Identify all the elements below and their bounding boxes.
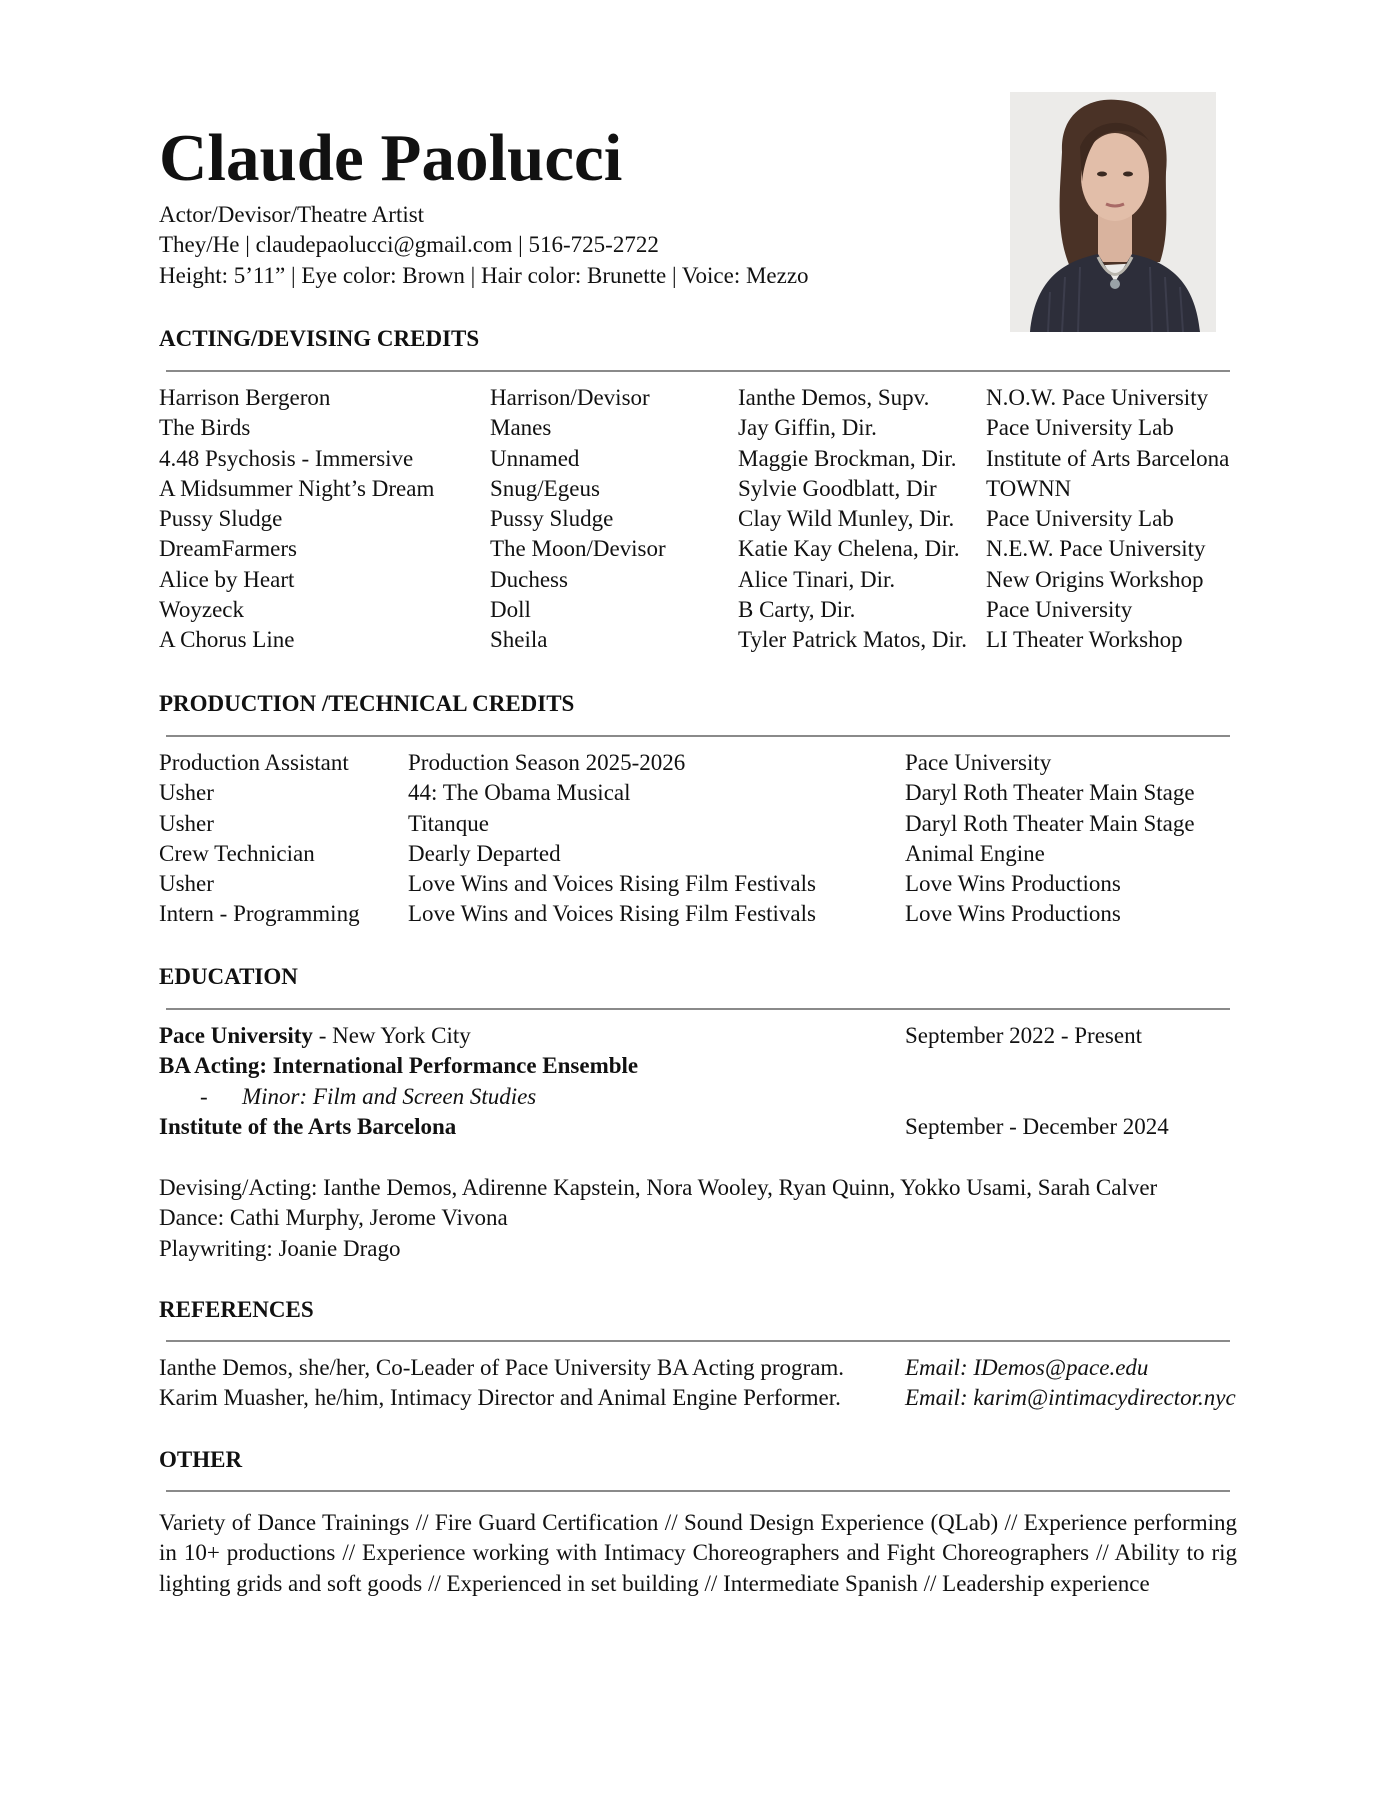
- acting-row: [159, 383, 1246, 413]
- production-heading: PRODUCTION /TECHNICAL CREDITS: [159, 691, 575, 716]
- education-row: [159, 1051, 1235, 1081]
- production-credits-table: [159, 748, 1235, 930]
- acting-row: [159, 504, 1246, 534]
- acting-venue: LI Theater Workshop: [986, 627, 1183, 653]
- acting-row: [159, 595, 1246, 625]
- school-1-name: Pace University: [159, 1023, 313, 1048]
- references-divider: [166, 1340, 1230, 1342]
- acting-show: DreamFarmers: [159, 536, 297, 562]
- acting-role: The Moon/Devisor: [490, 536, 666, 562]
- acting-role: Unnamed: [490, 445, 580, 471]
- acting-show: A Chorus Line: [159, 627, 295, 653]
- acting-show: Alice by Heart: [159, 566, 295, 592]
- production-row: [159, 839, 1235, 869]
- other-heading: OTHER: [159, 1447, 243, 1472]
- acting-director: Alice Tinari, Dir.: [738, 566, 896, 592]
- acting-divider: [166, 370, 1230, 372]
- production-position: Intern - Programming: [159, 901, 360, 927]
- acting-show: 4.48 Psychosis - Immersive: [159, 445, 414, 471]
- acting-director: Ianthe Demos, Supv.: [738, 385, 930, 410]
- acting-venue: Pace University: [986, 597, 1133, 623]
- acting-role: Manes: [490, 415, 552, 441]
- acting-role: Snug/Egeus: [490, 475, 600, 501]
- acting-row: [159, 625, 1246, 655]
- reference-person: Ianthe Demos, she/her, Co-Leader of Pace University BA Acting program.: [159, 1355, 845, 1380]
- school-1-dates: September 2022 - Present: [905, 1023, 1142, 1048]
- acting-venue: N.O.W. Pace University: [986, 385, 1209, 410]
- headshot-photo: [1010, 92, 1216, 332]
- production-venue: Pace University: [905, 750, 1052, 775]
- header-contact: They/He | claudepaolucci@gmail.com | 516-725-2722: [159, 232, 659, 258]
- acting-venue: Pace University Lab: [986, 415, 1174, 441]
- school-2-dates: September - December 2024: [905, 1113, 1169, 1139]
- school-2-name: Institute of the Arts Barcelona: [159, 1113, 457, 1139]
- acting-show: Harrison Bergeron: [159, 385, 331, 410]
- production-row: [159, 748, 1235, 778]
- acting-show: The Birds: [159, 415, 251, 441]
- production-row: [159, 778, 1235, 808]
- header-stats: Height: 5’11” | Eye color: Brown | Hair color: Brunette | Voice: Mezzo: [159, 262, 809, 288]
- teachers-list: [159, 1173, 1157, 1264]
- reference-email: Email: IDemos@pace.edu: [905, 1355, 1149, 1380]
- education-row: [159, 1021, 1235, 1051]
- production-venue: Animal Engine: [905, 840, 1045, 866]
- acting-director: Katie Kay Chelena, Dir.: [738, 536, 960, 562]
- production-venue: Daryl Roth Theater Main Stage: [905, 780, 1195, 806]
- acting-director: Sylvie Goodblatt, Dir: [738, 475, 937, 501]
- production-row: [159, 869, 1235, 899]
- acting-venue: Institute of Arts Barcelona: [986, 445, 1230, 471]
- acting-venue: New Origins Workshop: [986, 566, 1204, 592]
- production-position: Usher: [159, 871, 214, 897]
- production-show: Love Wins and Voices Rising Film Festivals: [408, 871, 816, 897]
- acting-show: Woyzeck: [159, 597, 244, 623]
- education-row: [159, 1112, 1235, 1142]
- production-venue: Daryl Roth Theater Main Stage: [905, 810, 1195, 836]
- reference-person: Karim Muasher, he/him, Intimacy Director and Animal Engine Performer.: [159, 1385, 841, 1411]
- acting-venue: TOWNN: [986, 475, 1072, 501]
- minor-dash: -: [200, 1083, 208, 1109]
- acting-director: Tyler Patrick Matos, Dir.: [738, 627, 967, 653]
- acting-row: [159, 534, 1246, 564]
- production-venue: Love Wins Productions: [905, 871, 1121, 897]
- education-divider: [166, 1008, 1230, 1010]
- acting-venue: N.E.W. Pace University: [986, 536, 1206, 562]
- production-show: Production Season 2025-2026: [408, 750, 686, 775]
- reference-email: Email: karim@intimacydirector.nyc: [905, 1385, 1236, 1411]
- teachers-dance: Dance: Cathi Murphy, Jerome Vivona: [159, 1205, 508, 1231]
- acting-director: Jay Giffin, Dir.: [738, 415, 877, 441]
- header-info: [159, 200, 809, 291]
- acting-role: Duchess: [490, 566, 568, 592]
- minor: Minor: Film and Screen Studies: [242, 1083, 537, 1109]
- acting-heading: ACTING/DEVISING CREDITS: [159, 326, 480, 351]
- degree: BA Acting: International Performance Ensemble: [159, 1053, 639, 1079]
- acting-role: Pussy Sludge: [490, 506, 614, 532]
- production-position: Crew Technician: [159, 840, 315, 866]
- acting-venue: Pace University Lab: [986, 506, 1174, 532]
- acting-row: [159, 413, 1246, 443]
- teachers-playwriting: Playwriting: Joanie Drago: [159, 1235, 401, 1261]
- other-skills: Variety of Dance Trainings // Fire Guard Certification // Sound Design Experience (QLab) // Experience performing in 10+ productions // Experience working with Intimacy Choreographers and Fight Choreographers // Ability to rig lighting grids and soft goods // Experienced in set building // Intermediate Spanish // Leadership experience: [159, 1510, 1237, 1596]
- acting-show: A Midsummer Night’s Dream: [159, 475, 435, 501]
- other-divider: [166, 1490, 1230, 1492]
- reference-row: [159, 1383, 1245, 1413]
- acting-row: [159, 444, 1246, 474]
- production-show: Dearly Departed: [408, 840, 561, 866]
- production-position: Usher: [159, 810, 214, 836]
- production-position: Usher: [159, 780, 214, 806]
- production-divider: [166, 735, 1230, 737]
- education-list: [159, 1021, 1235, 1142]
- acting-director: Maggie Brockman, Dir.: [738, 445, 957, 471]
- acting-row: [159, 565, 1246, 595]
- acting-show: Pussy Sludge: [159, 506, 283, 532]
- reference-row: [159, 1353, 1245, 1383]
- references-list: [159, 1353, 1245, 1414]
- production-venue: Love Wins Productions: [905, 901, 1121, 927]
- production-position: Production Assistant: [159, 750, 349, 775]
- teachers-devising: Devising/Acting: Ianthe Demos, Adirenne Kapstein, Nora Wooley, Ryan Quinn, Yokko Usami, Sarah Calver: [159, 1175, 1158, 1200]
- production-row: [159, 809, 1235, 839]
- education-heading: EDUCATION: [159, 964, 298, 989]
- header-title: Actor/Devisor/Theatre Artist: [159, 202, 425, 227]
- education-row: [159, 1082, 1235, 1112]
- acting-director: B Carty, Dir.: [738, 597, 856, 623]
- production-row: [159, 899, 1235, 929]
- production-show: 44: The Obama Musical: [408, 780, 631, 806]
- school-1-location: - New York City: [312, 1023, 471, 1048]
- acting-role: Doll: [490, 597, 531, 623]
- acting-role: Sheila: [490, 627, 548, 653]
- acting-role: Harrison/Devisor: [490, 385, 650, 410]
- resume-name: Claude Paolucci: [159, 121, 623, 195]
- production-show: Love Wins and Voices Rising Film Festivals: [408, 901, 816, 927]
- references-heading: REFERENCES: [159, 1297, 314, 1322]
- acting-credits-table: [159, 383, 1246, 656]
- acting-row: [159, 474, 1246, 504]
- acting-director: Clay Wild Munley, Dir.: [738, 506, 955, 532]
- production-show: Titanque: [408, 810, 489, 836]
- school-1: [159, 1021, 905, 1051]
